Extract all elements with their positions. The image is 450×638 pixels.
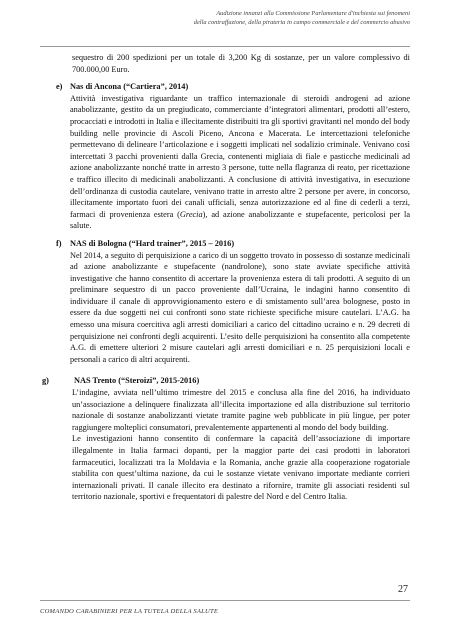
section-f: [54, 238, 410, 366]
section-e-title: Nas di Ancona (“Cartiera”, 2014): [70, 82, 189, 92]
section-g-letter: g): [42, 376, 49, 386]
footer-divider: [40, 600, 410, 601]
section-g-title: NAS Trento (“Steroizi”, 2015-2016): [74, 376, 200, 386]
section-g-heading: [40, 375, 410, 387]
section-e-italic-grecia: Grecia: [179, 209, 203, 219]
section-g: [40, 375, 410, 503]
section-e-heading: [54, 81, 410, 93]
header-line-1: Audizione innanzi alla Commissione Parlamentare d'inchiesta sui fenomeni: [216, 10, 410, 17]
page-number: 27: [398, 584, 408, 595]
section-e-paragraph: [70, 93, 410, 232]
page-header: [40, 10, 410, 27]
section-e: [54, 81, 410, 232]
section-f-heading: [54, 238, 410, 250]
section-f-letter: f): [56, 238, 62, 248]
section-e-text-2: ), ad azione anabolizzante e stupefacente, pericolosi per la salute.: [70, 209, 410, 231]
header-divider: [40, 46, 410, 47]
section-e-text-1: Attività investigativa riguardante un traffico internazionale di steroidi androgeni ad azione anabolizzante, gestito da un pregiudicato, commerciante d’integratori alimentari, prodotti all’estero, procacciati e introdotti in Italia e illecitamente distribuiti tra gli sportivi gravitanti nel mondo del body building nelle provincie di Ascoli Piceno, Ancona e Macerata. Le intercettazioni telefoniche permettevano di delineare l’articolazione e i soggetti implicati nel sodalizio criminale. Venivano così intercettati 3 pacchi provenienti dalla Grecia, contenenti migliaia di fiale e pasticche medicinali ad azione anabolizzante nonché tratte in arresto 3 persone, tutte nella flagranza di reato, per ricettazione e traffico illecito di medicinali anabolizzanti. A conclusione di attività investigativa, in esecuzione dell’ordinanza di custodia cautelare, venivano tratte in arresto altre 2 persone per avere, in concorso, illecitamente importato fuori dei canali ufficiali, senza autorizzazione ed al fine di cederli a terzi, farmaci di provenienza estera (: [70, 93, 410, 219]
section-f-paragraph: Nel 2014, a seguito di perquisizione a carico di un soggetto trovato in possesso di sostanze medicinali ad azione anabolizzante e stupefacente (nandrolone), sono state avviate specifiche attività investigative che hanno consentito di accertare la provenienza estera di tali prodotti. A seguito di un preliminare sequestro di un pacco proveniente dall’Ucraina, le indagini hanno consentito di individuare il canale di approvvigionamento estero e di smistamento sull’area bolognese, posto in essere da due soggetti nei cui confronti sono state richieste specifiche misure cautelari. L’A.G. ha emesso una misura coercitiva agli arresti domiciliari a carico del cittadino ucraino e n. 29 decreti di perquisizione nei confronti degli acquirenti. L’esito delle perquisizioni ha consentito alla competente A.G. di emettere ulteriori 2 misure cautelari agli arresti domiciliari e n. 25 perquisizioni locali e personali a carico di altri acquirenti.: [70, 250, 410, 364]
footer-text: COMANDO CARABINIERI PER LA TUTELA DELLA SALUTE: [40, 608, 219, 615]
document-body: [40, 52, 410, 503]
header-line-2: della contraffazione, della pirateria in campo commerciale e del commercio abusivo: [193, 18, 410, 26]
section-e-letter: e): [56, 82, 63, 92]
intro-paragraph: sequestro di 200 spedizioni per un totale di 3,200 Kg di sostanze, per un valore complessivo di 700.000,00 Euro.: [72, 53, 410, 74]
section-g-paragraph-1: L’indagine, avviata nell’ultimo trimestre del 2015 e conclusa alla fine del 2016, ha individuato un’associazione a delinquere finalizzata all’illecita importazione ed alla distribuzione sul territorio nazionale di sostanze anabolizzanti vietate tramite pagine web pubblicate in più lingue, per poter raggiungere molteplici consumatori, prevalentemente appartenenti al mondo del body building.: [72, 388, 410, 432]
section-g-paragraph-2: Le investigazioni hanno consentito di confermare la capacità dell’associazione di importare illegalmente in Italia farmaci dopanti, per la maggior parte dei casi prodotti in laboratori farmaceutici, localizzati tra la Moldavia e la Romania, anche grazie alla cooperazione rogatoriale stabilita con quest’ultima nazione, da cui le sostanze vietate venivano importate mediante corrieri internazionali privati. Il canale illecito era destinato a rifornire, tramite gli associati residenti sul territorio nazionale, sportivi e frequentatori di palestre del Nord e del Centro Italia.: [72, 434, 410, 502]
section-f-title: NAS di Bologna (“Hard trainer”, 2015 – 2016): [70, 238, 235, 248]
